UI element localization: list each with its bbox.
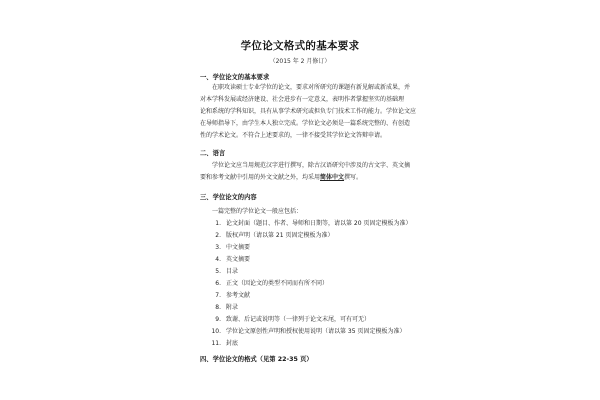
list-item-number: 5. — [215, 268, 221, 275]
list-item — [209, 254, 250, 263]
list-item-text: 参考文献 — [226, 292, 251, 299]
list-item-number: 1. — [215, 220, 221, 227]
list-item-number: 11. — [211, 340, 221, 347]
list-item-number: 2. — [215, 232, 221, 239]
list-item — [209, 290, 250, 299]
paragraph-text: 要和参考文献中引用的外文文献之外，均采用 — [200, 174, 321, 181]
list-item-number: 3. — [215, 244, 221, 251]
list-intro: 一篇完整的学位论文一般应包括： — [212, 208, 303, 215]
list-item — [209, 302, 238, 311]
document-title: 学位论文格式的基本要求 — [240, 40, 360, 52]
list-item — [209, 266, 238, 275]
list-item-text: 目录 — [226, 268, 239, 275]
paragraph-line: 对本学科发展或经济建设、社会进步有一定意义，表明作者掌握坚实的基础理 — [200, 96, 405, 103]
paragraph-line — [200, 174, 362, 182]
list-item — [209, 242, 250, 251]
list-item-text: 论文封面（题目、作者、导师和日期等，请以第 20 页固定模板为准） — [226, 220, 412, 227]
list-item-number: 6. — [215, 280, 221, 287]
list-item-text: 中文摘要 — [226, 244, 251, 251]
paragraph-line: 学位论文应当用规范汉字进行撰写，除古汉语研究中涉及的古文字、英文摘 — [212, 162, 411, 169]
list-item — [209, 278, 328, 287]
list-item — [209, 326, 405, 335]
list-item — [209, 230, 333, 239]
paragraph-text: 撰写。 — [344, 174, 363, 181]
list-item-text: 英文摘要 — [226, 256, 251, 263]
section-heading-content: 三、学位论文的内容 — [200, 194, 257, 201]
section-heading-basic-requirements: 一、学位论文的基本要求 — [200, 74, 270, 81]
paragraph-line: 性的学术论文。不符合上述要求的，一律不接受其学位论文答辩申请。 — [200, 132, 387, 139]
list-item-number: 7. — [215, 292, 221, 299]
list-item-text: 学位论文原创性声明和授权使用说明（请以第 35 页固定模板为准） — [226, 328, 406, 335]
list-item-text: 版权声明（请以第 21 页固定模板为准） — [226, 232, 334, 239]
list-item-number: 4. — [215, 256, 221, 263]
list-item — [209, 218, 411, 227]
section-heading-format: 四、学位论文的格式（见第 22-35 页） — [200, 356, 313, 363]
list-item — [209, 338, 238, 347]
simplified-chinese-emphasis: 简体中文 — [320, 174, 345, 181]
document-revision-date: （2015 年 2 月修订） — [269, 58, 331, 65]
paragraph-line: 论和系统的学科知识，具有从事学术研究或担负专门技术工作的能力。学位论文应 — [200, 108, 417, 115]
list-item-number: 10. — [211, 328, 221, 335]
list-item-text: 致谢、后记或说明等（一律列于论文末尾，可有可无） — [226, 316, 371, 323]
list-item-text: 附录 — [226, 304, 239, 311]
paragraph-line: 在职攻读硕士专业学位的论文，要求对所研究的课题有新见解或新成果，并 — [212, 84, 411, 91]
list-item-number: 8. — [215, 304, 221, 311]
list-item-text: 封底 — [226, 340, 239, 347]
list-item-text: 正文（因论文的类型不同而有所不同） — [226, 280, 329, 287]
list-item-number: 9. — [215, 316, 221, 323]
section-heading-language: 二、语言 — [200, 150, 226, 157]
paragraph-line: 在导师指导下，由学生本人独立完成。学位论文必须是一篇系统完整的、有创造 — [200, 120, 411, 127]
list-item — [209, 314, 370, 323]
